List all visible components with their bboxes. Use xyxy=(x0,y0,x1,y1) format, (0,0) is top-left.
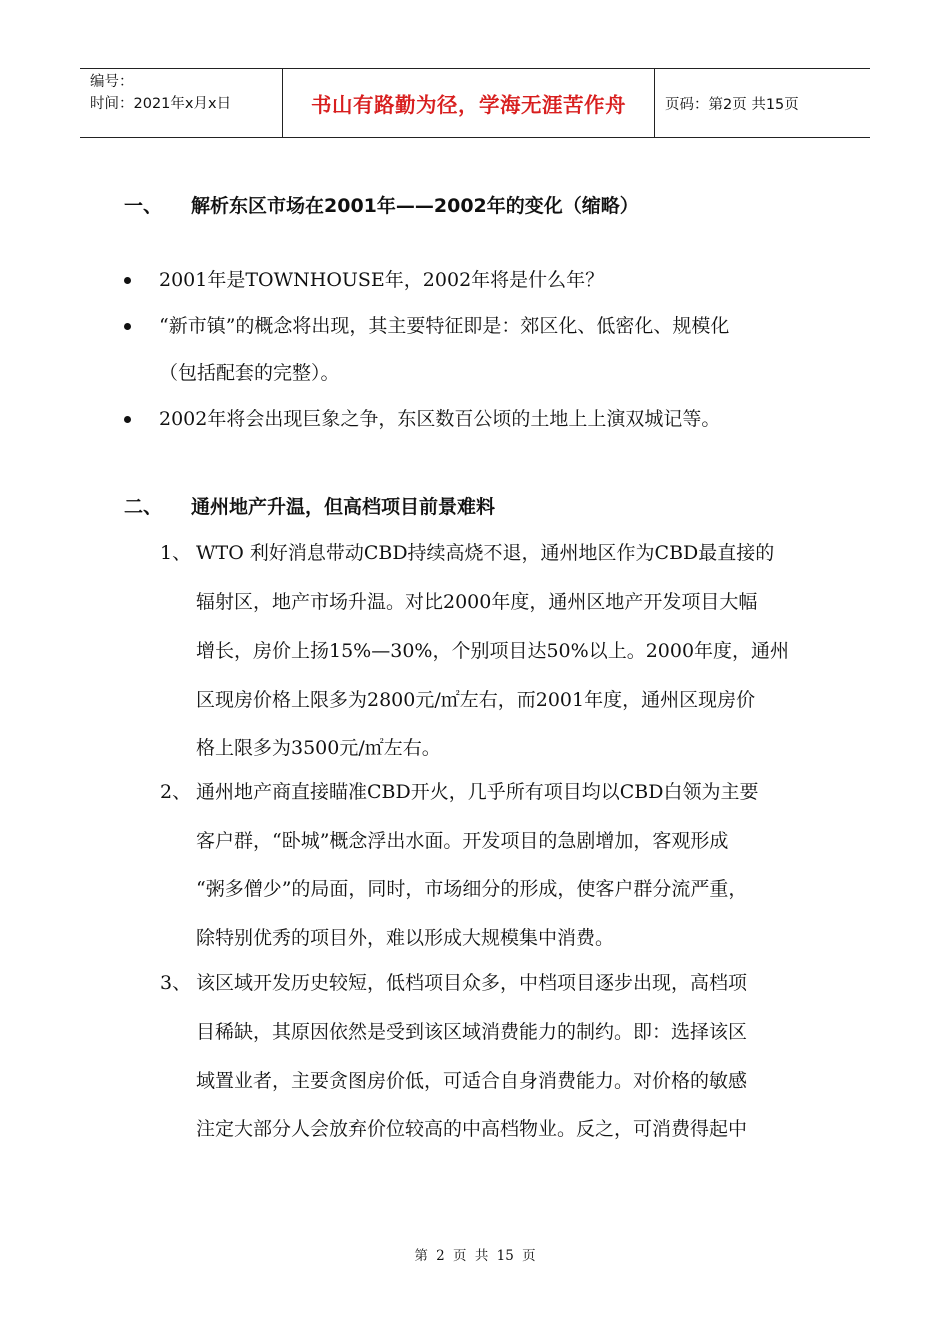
list-item-line: 域置业者，主要贪图房价低，可适合自身消费能力。对价格的敏感 xyxy=(196,1070,748,1092)
header-table xyxy=(80,68,870,138)
bullet-dot-icon xyxy=(124,416,131,423)
section2-number: 二、 xyxy=(124,496,163,518)
list-item-line: 目稀缺，其原因依然是受到该区域消费能力的制约。即：选择该区 xyxy=(196,1021,748,1043)
section2-heading xyxy=(124,492,495,522)
list-item-line: 通州地产商直接瞄准CBD开火，几乎所有项目均以CBD白领为主要 xyxy=(196,781,759,803)
header-left-cell xyxy=(80,69,282,137)
header-page-cell xyxy=(655,69,870,137)
list-item-line: 辐射区，地产市场升温。对比2000年度，通州区地产开发项目大幅 xyxy=(196,591,758,613)
section2-title: 通州地产升温，但高档项目前景难料 xyxy=(191,496,496,518)
page-label: 页码：第2页 共15页 xyxy=(665,96,799,113)
bullet-text: “新市镇”的概念将出现，其主要特征即是：郊区化、低密化、规模化 xyxy=(159,315,730,337)
page-footer: 第 2 页 共 15 页 xyxy=(414,1248,536,1264)
number-label: 编号： xyxy=(90,74,134,90)
list-item-line: 客户群，“卧城”概念浮出水面。开发项目的急剧增加，客观形成 xyxy=(196,830,729,852)
bullet-text: 2001年是TOWNHOUSE年，2002年将是什么年？ xyxy=(159,269,605,291)
list-item-line: “粥多僧少”的局面，同时，市场细分的形成，使客户群分流严重， xyxy=(196,878,748,900)
list-item-line: 增长，房价上扬15%—30%，个别项目达50%以上。2000年度，通州 xyxy=(196,640,790,662)
list-item-line: 该区域开发历史较短，低档项目众多，中档项目逐步出现，高档项 xyxy=(196,972,748,994)
header-motto-cell xyxy=(282,69,655,137)
bullet-dot-icon xyxy=(124,323,131,330)
bullet-text: （包括配套的完整）。 xyxy=(159,362,340,384)
list-item-line: 注定大部分人会放弃价位较高的中高档物业。反之，可消费得起中 xyxy=(196,1118,748,1140)
bullet-text: 2002年将会出现巨象之争，东区数百公顷的土地上上演双城记等。 xyxy=(159,408,721,430)
section1-heading xyxy=(124,191,639,221)
bullet-dot-icon xyxy=(124,277,131,284)
time-label: 时间：2021年x月x日 xyxy=(90,96,232,112)
list-item-line: WTO 利好消息带动CBD持续高烧不退，通州地区作为CBD最直接的 xyxy=(196,542,775,564)
section1-number: 一、 xyxy=(124,195,163,217)
section1-title: 解析东区市场在2001年——2002年的变化（缩略） xyxy=(191,195,639,217)
motto-text: 书山有路勤为径，学海无涯苦作舟 xyxy=(311,93,626,117)
list-item-line: 除特别优秀的项目外，难以形成大规模集中消费。 xyxy=(196,927,615,949)
list-item-line: 格上限多为3500元/㎡左右。 xyxy=(196,737,441,759)
list-item-line: 区现房价格上限多为2800元/㎡左右，而2001年度，通州区现房价 xyxy=(196,689,756,711)
